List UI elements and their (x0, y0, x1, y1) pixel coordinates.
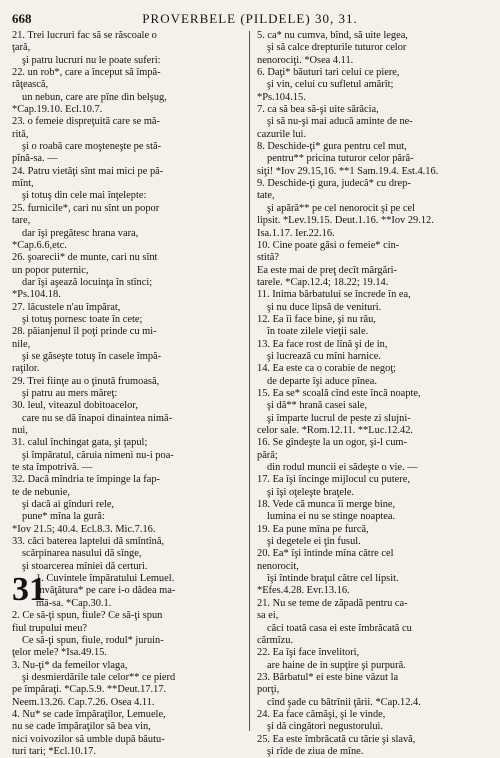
text-line: stită? (257, 252, 279, 264)
text-line: tarele. *Cap.12.4; 18.22; 19.14. (257, 276, 389, 288)
text-line: are haine de in supţire şi purpură. (267, 659, 406, 671)
chapter-31-heading (12, 573, 244, 610)
text-line: 6. Daţi* băuturi tari celui ce piere, (257, 67, 400, 79)
page-number: 668 (12, 11, 32, 26)
text-line: 12. Ea îi face bine, şi nu rău, (257, 313, 376, 325)
text-line: şi se găseşte totuş în casele împă- (22, 350, 162, 362)
text-line: lumina ei nu se stinge noaptea. (267, 511, 396, 523)
text-line: *Efes.4.28. Evr.13.16. (257, 585, 350, 597)
text-line: 13. Ea face rost de lînă şi de in, (257, 338, 388, 350)
text-line: şi să nu-şi mai aducă aminte de ne- (267, 116, 413, 128)
text-line: pînă-sa. — (12, 153, 58, 165)
text-line: ţară, (12, 42, 31, 54)
text-line: dar îşi pregătesc hrana vara, (22, 227, 139, 239)
text-line: *Ps.104.18. (12, 289, 61, 301)
text-line: 1. Cuvintele împăratului Lemuel. (36, 573, 175, 585)
text-line: în toate zilele vieţii sale. (267, 326, 369, 338)
text-line: lipsit. *Lev.19.15. Deut.1.16. **Iov 29.12. (257, 215, 434, 227)
text-line: celor sale. *Rom.12.11. **Luc.12.42. (257, 425, 414, 436)
text-line: 3. Nu-ţi* da femeilor vlaga, (12, 659, 128, 671)
text-line: căci toată casa ei este îmbrăcată cu (267, 622, 412, 634)
text-line: şi o roabă care moşteneşte pe stă- (22, 141, 162, 153)
text-line: te sta împotrivă. — (12, 462, 93, 474)
text-line: mînt, (12, 178, 34, 190)
text-line: şi împăratul, căruia nimeni nu-i poa- (22, 449, 174, 461)
text-line: de departe îşi aduce pînea. (267, 375, 377, 387)
text-line: Învăţătura* pe care i-o dădea ma- (36, 585, 176, 597)
text-line: 32. Dacă mîndria te împinge la fap- (12, 474, 161, 486)
text-line: 8. Deschide-ţi* gura pentru cel mut, (257, 141, 407, 153)
text-line: porţi, (257, 684, 280, 696)
text-line: şi dă cingători negustorului. (267, 721, 384, 733)
text-line: şi lucrează cu mîni harnice. (267, 350, 381, 362)
text-line: şi îşi oţeleşte braţele. (267, 486, 355, 498)
text-line: 15. Ea se* scoală cînd este încă noapte, (257, 387, 421, 399)
text-line: şi patru au mers măreţ: (22, 387, 118, 399)
text-line: 33. căci baterea laptelui dă smîntînă, (12, 536, 165, 548)
text-line: 25. furnicile*, cari nu sînt un popor (12, 202, 160, 214)
text-line: nici voivozilor să umble după băutu- (12, 733, 165, 745)
text-line: 7. ca să bea să-şi uite sărăcia, (257, 104, 379, 116)
text-line: şi rîde de ziua de mîne. (267, 745, 364, 757)
text-line: şi dacă ai gînduri rele, (22, 499, 115, 511)
running-title: PROVERBELE (PILDELE) 30, 31. (142, 11, 358, 26)
text-line: 11. Inima bărbatului se încrede în ea, (257, 289, 411, 301)
text-line: 10. Cine poate găsi o femeie* cin- (257, 239, 400, 251)
text-line: 18. Vede că munca îi merge bine, (257, 499, 396, 511)
text-line: 29. Trei fiinţe au o ţinută frumoasă, (12, 375, 160, 387)
text-line: îşi întinde braţul către cel lipsit. (267, 573, 399, 585)
text-line: scărpinarea nasului dă sînge, (22, 548, 142, 560)
right-column (257, 30, 489, 757)
left-column (12, 30, 244, 757)
text-line: şi desmierdările tale celor** ce pierd (22, 671, 176, 683)
text-line: Isa.1.17. Ier.22.16. (257, 227, 335, 239)
text-line: şi dă** hrană casei sale, (267, 400, 368, 412)
text-line: siţi! *Iov 29.15,16. **1 Sam.19.4. Est.4.16. (257, 165, 439, 177)
text-line: şi stoarcerea mîniei dă certuri. (22, 560, 148, 572)
text-line: raţilor. (12, 363, 40, 375)
text-line: dar îşi aşează locuinţa în stînci; (22, 276, 153, 288)
text-line: 26. şoarecii* de munte, cari nu sînt (12, 252, 158, 264)
chapter-intro (36, 573, 244, 610)
text-line: *Ps.104.15. (257, 91, 306, 103)
text-line: 22. Ea îşi face învelitori, (257, 647, 360, 659)
text-line: 14. Ea este ca o corabie de negoţ; (257, 363, 397, 375)
text-line: şi patru lucruri nu le poate suferi: (22, 54, 161, 66)
text-line: care nu se dă înapoi dinaintea nimă- (22, 412, 173, 424)
chapter-31-verses (12, 610, 244, 758)
text-line: şi nu duce lipsă de venituri. (267, 301, 382, 313)
text-line: *Cap.19.10. Ecl.10.7. (12, 104, 103, 116)
text-line: 16. Se gîndeşte la un ogor, şi-l cum- (257, 437, 407, 449)
text-line: Ea este mai de preţ decît mărgări- (257, 264, 398, 276)
text-line: tare, (12, 215, 31, 227)
text-line: 23. Bărbatul* ei este bine văzut la (257, 671, 399, 683)
text-line: 22. un rob*, care a început să împă- (12, 67, 161, 79)
page-header (12, 10, 488, 28)
chapter-30-verses (12, 30, 244, 573)
text-line: 24. Patru vietăţi sînt mai mici pe pă- (12, 165, 164, 177)
text-line: 2. Ce să-ţi spun, fiule? Ce să-ţi spun (12, 610, 163, 622)
text-line: nui, (12, 425, 28, 436)
text-line: pe împăraţi. *Cap.5.9. **Deut.17.17. (12, 684, 167, 696)
text-line: 30. leul, viteazul dobitoacelor, (12, 400, 138, 412)
text-line: răţească, (12, 79, 49, 91)
text-line: 4. Nu* se cade împăraţilor, Lemuele, (12, 708, 166, 720)
text-line: rită, (12, 128, 29, 140)
text-line: cărmîzu. (257, 634, 294, 646)
text-line: te de nebunie, (12, 486, 70, 498)
text-line: un popor puternic, (12, 264, 89, 276)
text-line: sa ei, (257, 610, 279, 622)
text-line: 24. Ea face cămăşi, şi le vinde, (257, 708, 386, 720)
text-line: ţelor mele? *Isa.49.15. (12, 647, 107, 659)
text-line: 25. Ea este îmbrăcată cu tărie şi slavă, (257, 733, 416, 745)
text-line: cînd şade cu bătrînii ţării. *Cap.12.4. (267, 696, 421, 708)
text-line: nu se cade împăraţilor să bea vin, (12, 721, 151, 733)
text-line: şi degetele ei ţin fusul. (267, 536, 361, 548)
text-line: şi să calce drepturile tuturor celor (267, 42, 407, 54)
text-line: fiul trupului meu? (12, 622, 88, 634)
chapter-31-verses-cont (257, 30, 489, 758)
text-line: nenorocit, (257, 560, 299, 572)
text-line: 21. Nu se teme de zăpadă pentru ca- (257, 597, 408, 609)
text-line: *Cap.6.6,etc. (12, 239, 67, 251)
text-line: 27. lăcustele n'au împărat, (12, 301, 121, 313)
text-line: pune* mîna la gură: (22, 511, 105, 523)
text-line: 28. păianjenul îl poţi prinde cu mi- (12, 326, 157, 338)
text-line: 19. Ea pune mîna pe furcă, (257, 523, 369, 535)
text-line: şi totuş pornesc toate în cete; (22, 313, 143, 325)
text-line: şi vin, celui cu sufletul amărît; (267, 79, 394, 91)
text-line: Ce să-ţi spun, fiule, rodul* juruin- (22, 634, 164, 646)
chapter-number: 31 (12, 571, 46, 609)
text-line: un nebun, care are pîne din belşug, (22, 91, 167, 103)
text-line: turi tari; *Ecl.10.17. (12, 745, 96, 757)
text-line: cazurile lui. (257, 128, 307, 140)
text-line: 5. ca* nu cumva, bînd, să uite legea, (257, 30, 408, 41)
text-line: 9. Deschide-ţi gura, judecă* cu drep- (257, 178, 411, 190)
text-line: 17. Ea îşi încinge mijlocul cu putere, (257, 474, 410, 486)
text-line: 21. Trei lucruri fac să se răscoale o (12, 30, 157, 41)
text-line: şi împarte lucrul de peste zi slujni- (267, 412, 411, 424)
text-line: Neem.13.26. Cap.7.26. Osea 4.11. (12, 696, 155, 708)
text-line: mă-sa. *Cap.30.1. (36, 597, 112, 609)
text-line: din rodul muncii ei sădeşte o vie. — (267, 462, 418, 474)
text-line: *Iov 21.5; 40.4. Ecl.8.3. Mic.7.16. (12, 523, 156, 535)
column-divider (249, 31, 250, 731)
text-line: şi totuş din cele mai înţelepte: (22, 190, 147, 202)
text-line: şi apără** pe cel nenorocit şi pe cel (267, 202, 416, 214)
text-line: tate, (257, 190, 275, 202)
text-line: pentru** pricina tuturor celor pără- (267, 153, 414, 165)
text-line: nenorociţi. *Osea 4.11. (257, 54, 354, 66)
text-line: pără; (257, 449, 278, 461)
text-line: 31. calul închingat gata, şi ţapul; (12, 437, 148, 449)
text-line: 20. Ea* îşi întinde mîna către cel (257, 548, 394, 560)
text-line: nile, (12, 338, 31, 350)
text-line: 23. o femeie dispreţuită care se mă- (12, 116, 161, 128)
